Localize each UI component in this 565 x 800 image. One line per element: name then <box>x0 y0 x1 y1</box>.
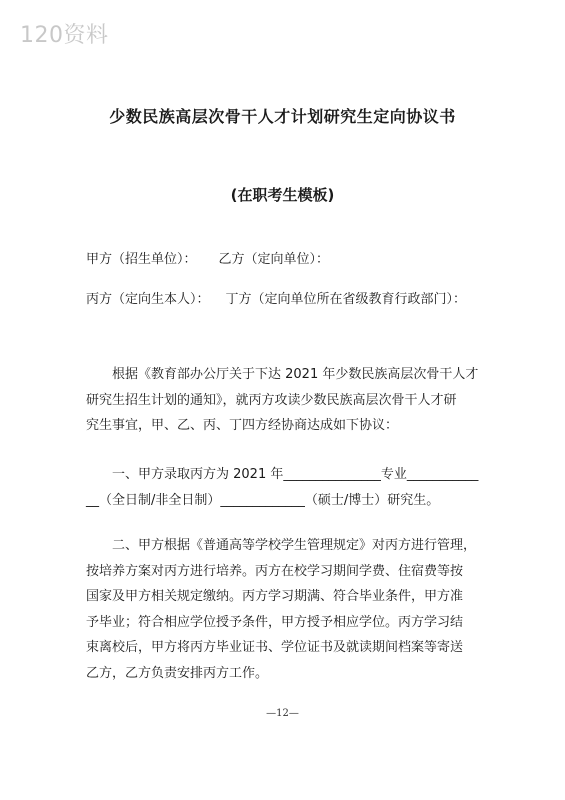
clause-2-line: 国家及甲方相关规定缴纳。丙方学习期满、符合毕业条件，甲方准 <box>86 589 464 604</box>
intro-line: 研究生招生计划的通知》，就丙方攻读少数民族高层次骨干人才研 <box>86 392 457 408</box>
intro-line: 根据《教育部办公厅关于下达 2021 年少数民族高层次骨干人才 <box>112 367 479 382</box>
document-title: 少数民族高层次骨干人才计划研究生定向协议书 <box>109 107 456 126</box>
party-b-label: 乙方（定向单位）： <box>218 252 330 267</box>
page-number: —12— <box>266 708 299 719</box>
clause-1-line: 一、甲方录取丙方为 2021 年_______________专业___________ <box>112 467 479 482</box>
clause-2-line: 乙方，乙方负责安排丙方工作。 <box>86 665 269 681</box>
document-subtitle: (在职考生模板) <box>230 186 335 204</box>
intro-paragraph <box>86 362 486 439</box>
party-c-label: 丙方（定向生本人）： <box>86 292 210 307</box>
clause-2-line: 二、甲方根据《普通高等学校学生管理规定》对丙方进行管理， <box>112 538 477 553</box>
party-line-ab <box>86 248 329 267</box>
party-a-label: 甲方（招生单位）： <box>86 252 197 267</box>
clause-2-line: 按培养方案对丙方进行培养。丙方在校学习期间学费、住宿费等按 <box>86 563 464 579</box>
intro-line: 究生事宜，甲、乙、丙、丁四方经协商达成如下协议： <box>86 418 399 433</box>
watermark: 120资料 <box>20 23 109 48</box>
clause-2-line: 束离校后，甲方将丙方毕业证书、学位证书及就读期间档案等寄送 <box>86 640 464 655</box>
clause-2-line: 予毕业；符合相应学位授予条件，甲方授予相应学位。丙方学习结 <box>86 614 464 630</box>
clause-1-line: __（全日制/非全日制）_____________（硕士/博士）研究生。 <box>86 492 440 508</box>
party-line-cd <box>86 288 466 307</box>
party-d-label: 丁方（定向单位所在省级教育行政部门）： <box>225 292 467 307</box>
clause-1-paragraph <box>86 462 486 513</box>
clause-2-paragraph <box>86 533 486 686</box>
